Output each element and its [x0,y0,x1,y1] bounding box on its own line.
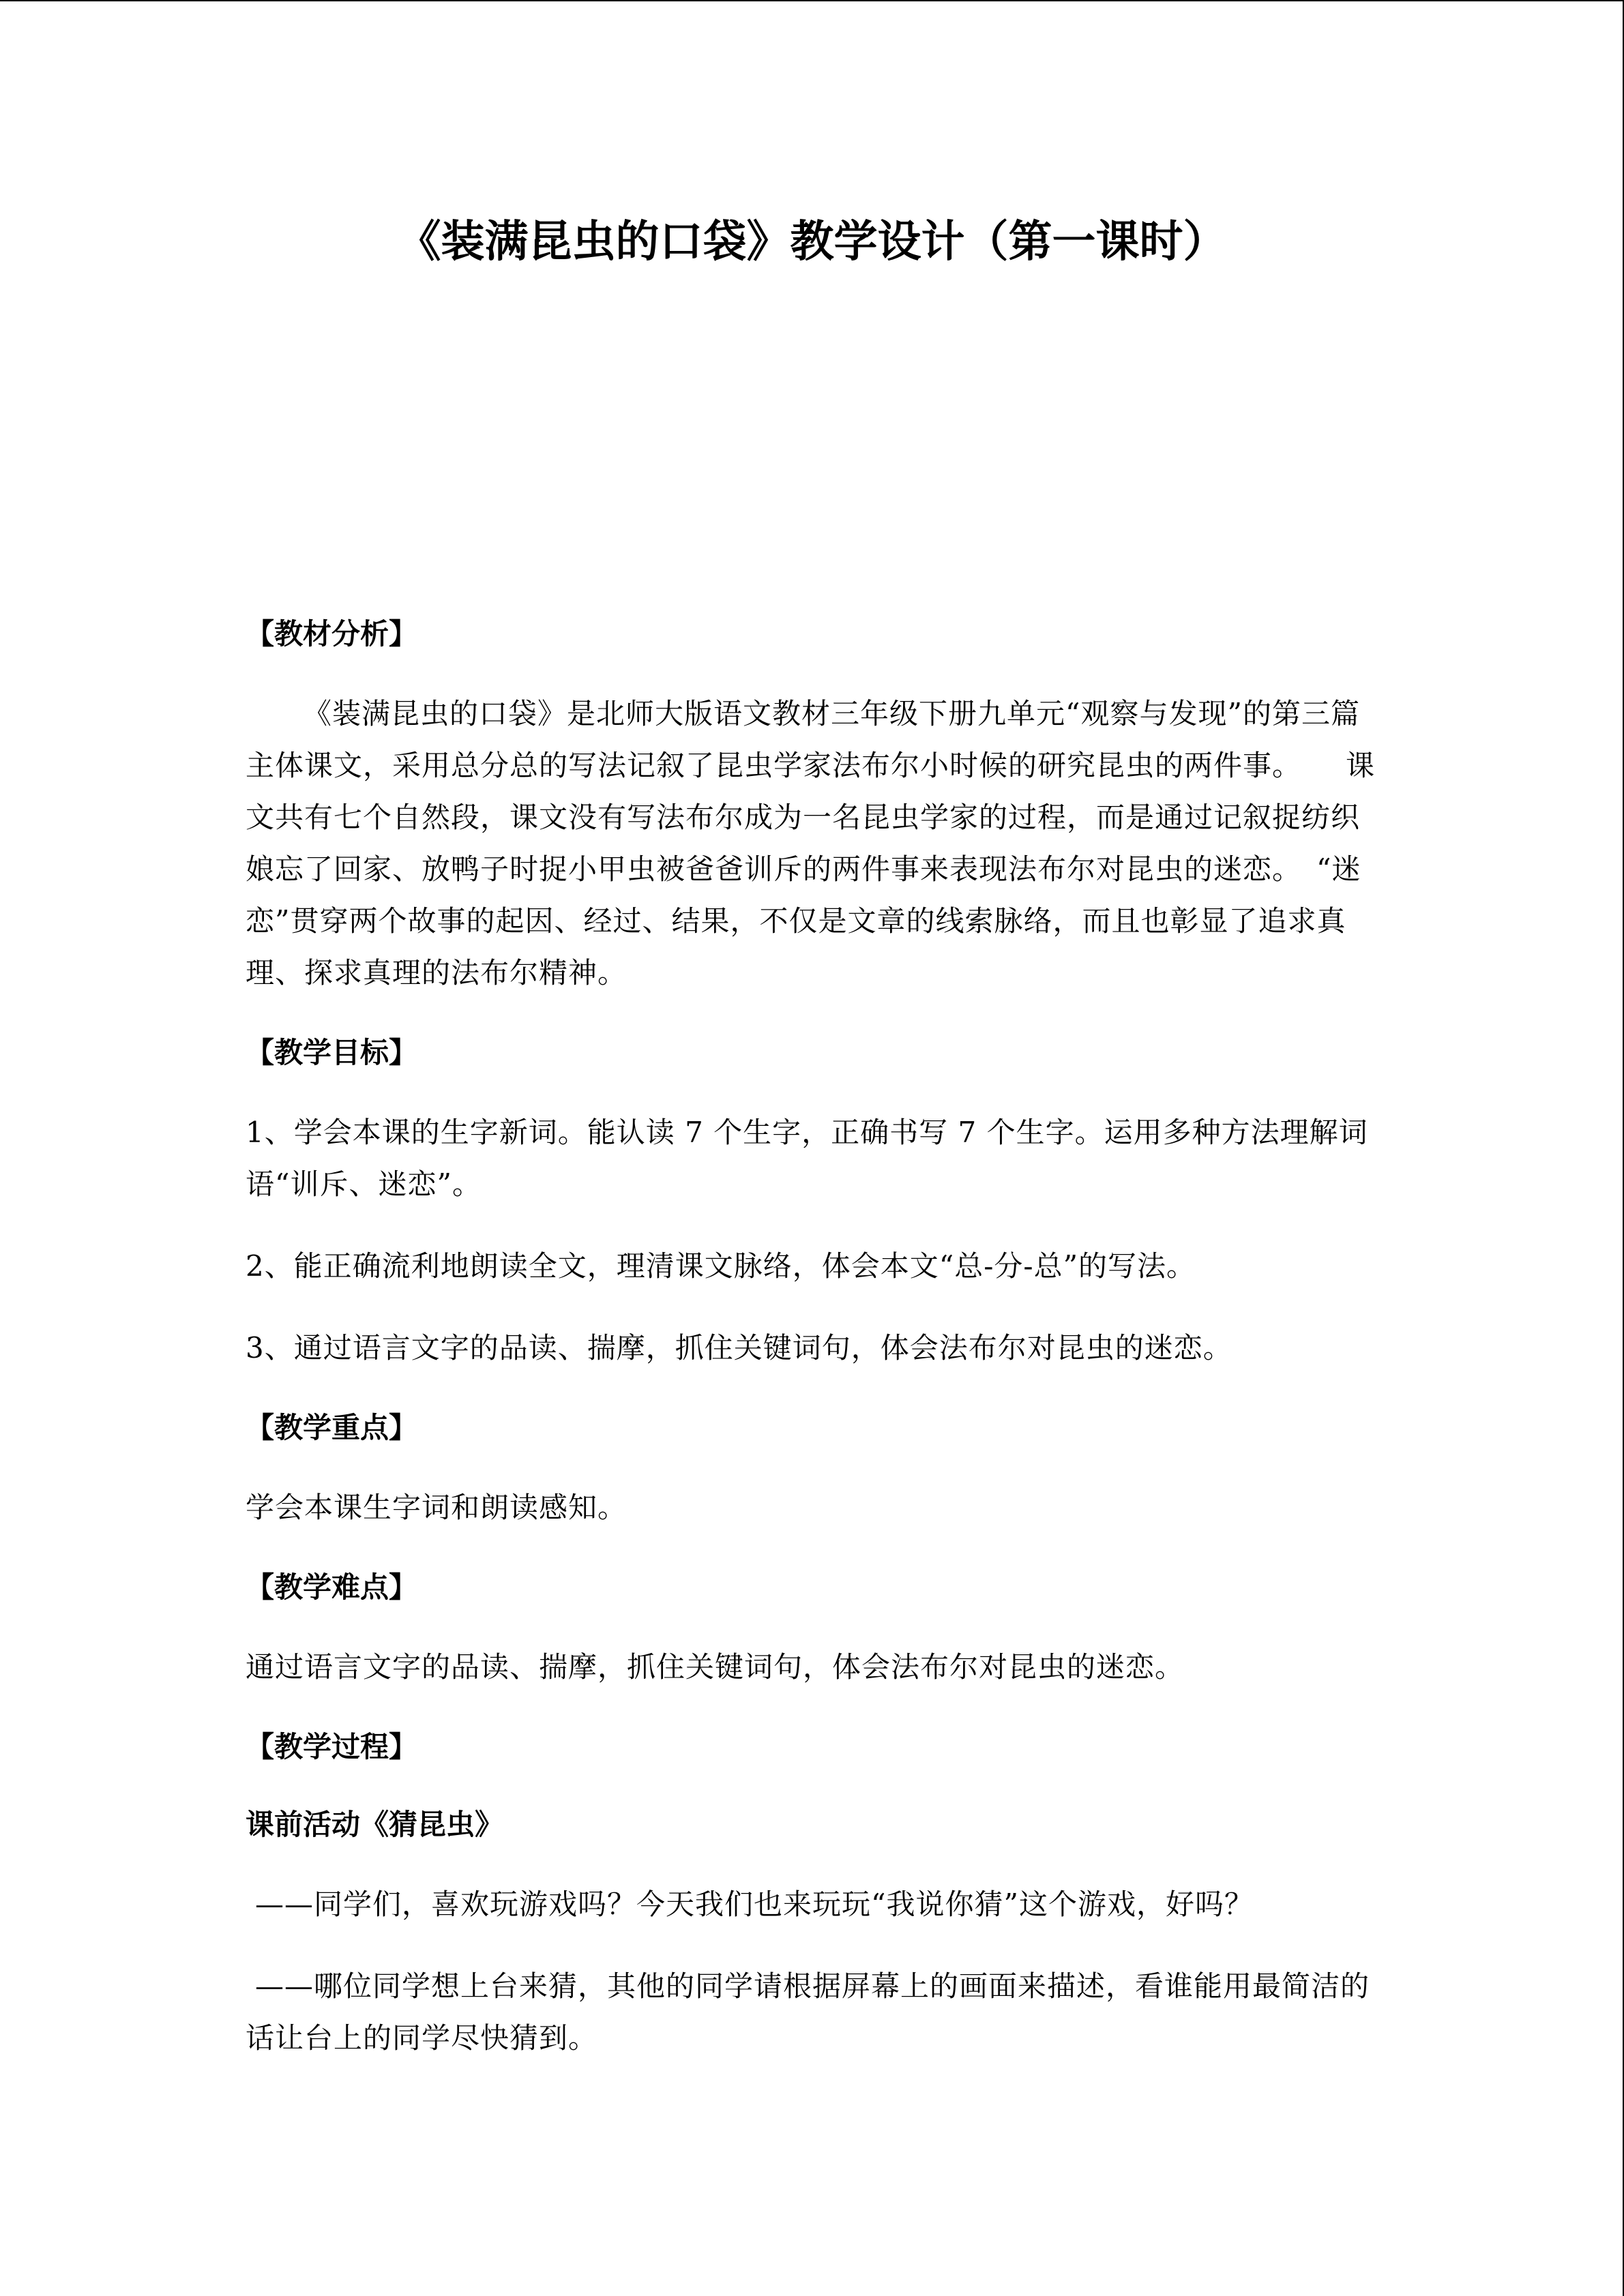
process-heading: 【教学过程】 [246,1730,418,1763]
activity-title: 课前活动《猜昆虫》 [246,1808,504,1841]
document-title: 《装满昆虫的口袋》教学设计（第一课时） [397,217,1227,267]
analysis-heading: 【教材分析】 [246,617,418,651]
dialog-line-1: ——同学们，喜欢玩游戏吗？今天我们也来玩玩“我说你猜”这个游戏，好吗？ [255,1888,1254,1921]
analysis-paragraph: 《装满昆虫的口袋》是北师大版语文教材三年级下册九单元“观察与发现”的第三篇主体课文，采用总分总的写法记叙了昆虫学家法布尔小时候的研究昆虫的两件事。 课文共有七个自然段，课文没有写法布尔成为一名昆虫学家的过程，而是通过记叙捉纺织娘忘了回家、放鸭子时捉小甲虫被爸爸训斥的两件事来表现法布尔对昆虫的迷恋。 “迷恋”贯穿两个故事的起因、经过、结果，不仅是文章的线索脉络，而且也彰显了追求真理、探求真理的法布尔精神。 [246,697,1376,989]
goal-item-2: 2、能正确流利地朗读全文，理清课文脉络，体会本文“总-分-总”的写法。 [246,1249,1196,1283]
document-body [246,610,1378,2094]
goal-item-1: 1、学会本课的生字新词。能认读 7 个生字，正确书写 7 个生字。运用多种方法理解词语“训斥、迷恋”。 [246,1116,1368,1201]
goal-item-3: 3、通过语言文字的品读、揣摩，抓住关键词句，体会法布尔对昆虫的迷恋。 [246,1331,1232,1365]
difficulty-heading: 【教学难点】 [246,1570,418,1604]
dialog-line-2: ——哪位同学想上台来猜，其他的同学请根据屏幕上的画面来描述，看谁能用最简洁的话让台上的同学尽快猜到。 [246,1969,1370,2055]
focus-heading: 【教学重点】 [246,1411,418,1444]
page-top-border [0,0,1623,1]
focus-paragraph: 学会本课生字词和朗读感知。 [246,1491,628,1524]
difficulty-paragraph: 通过语言文字的品读、揣摩，抓住关键词句，体会法布尔对昆虫的迷恋。 [246,1650,1185,1684]
goals-heading: 【教学目标】 [246,1036,418,1069]
